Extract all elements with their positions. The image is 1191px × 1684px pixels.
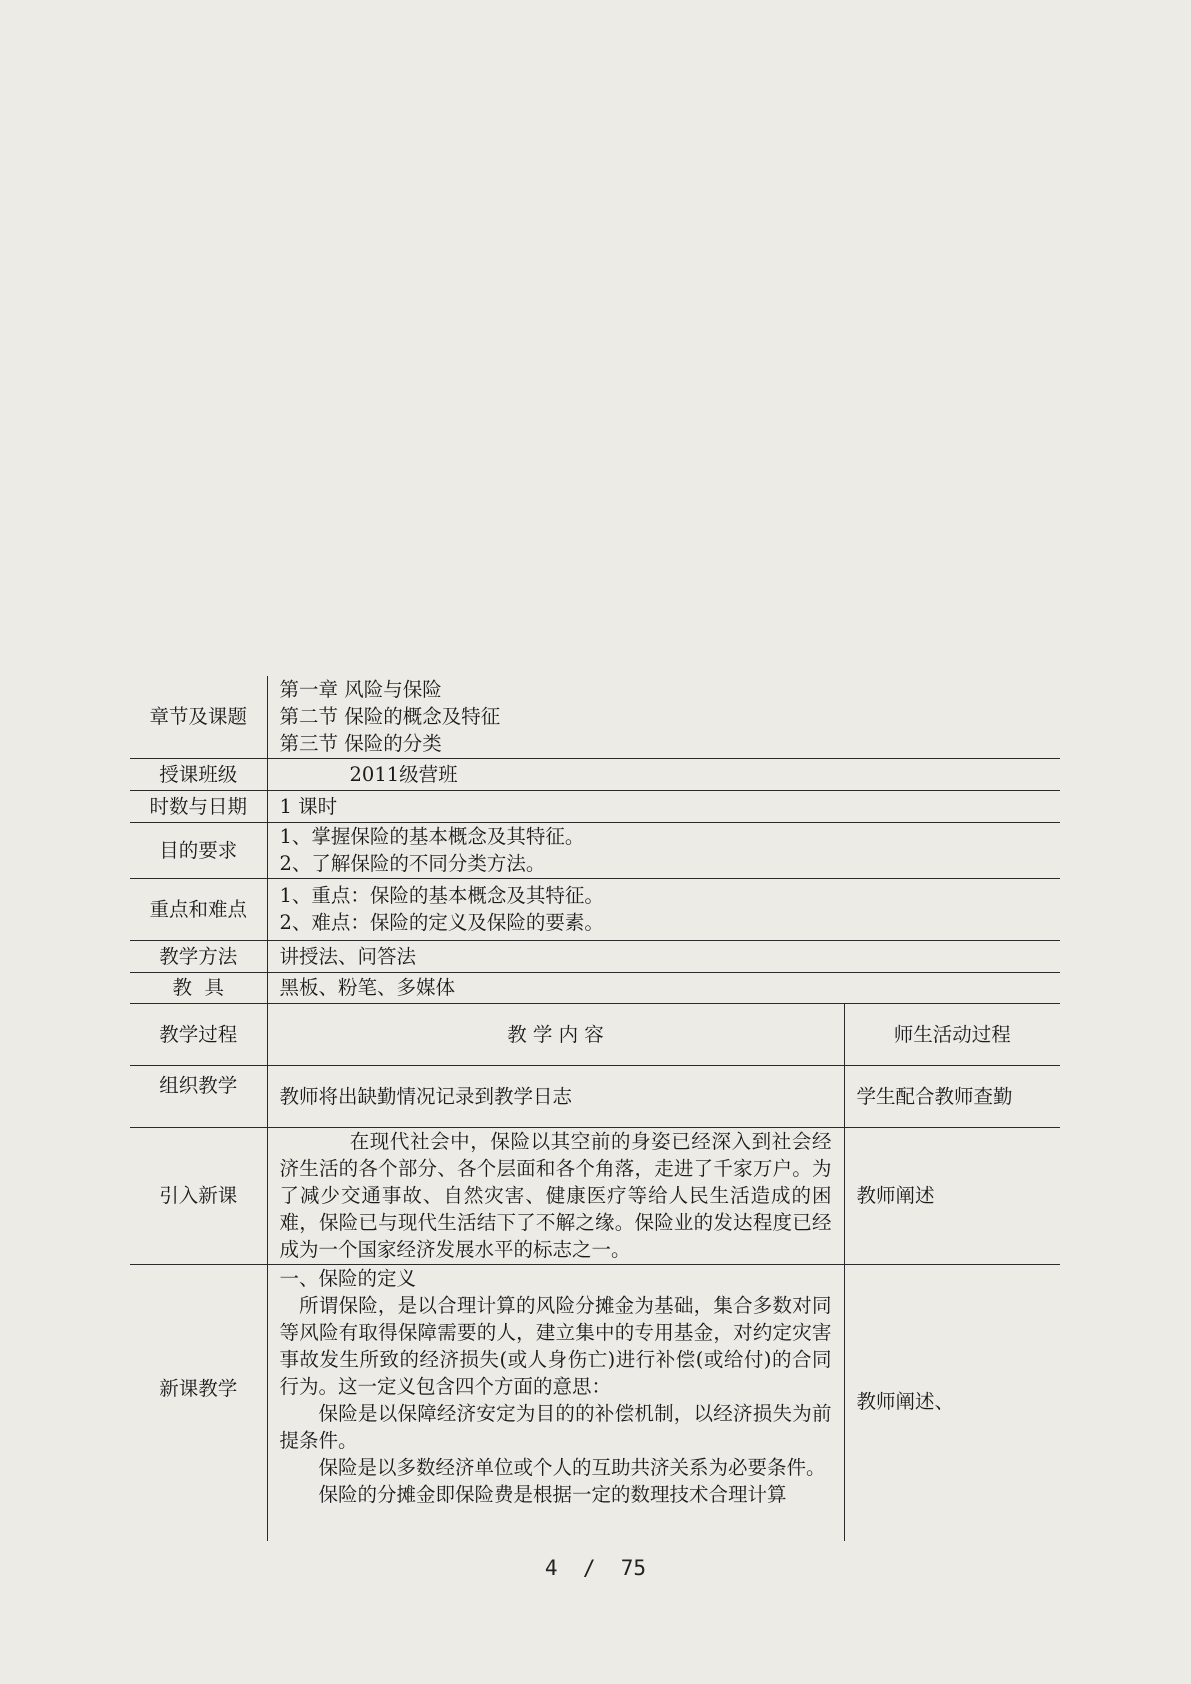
intro-content	[267, 1127, 844, 1264]
chapter-label: 章节及课题	[130, 676, 267, 758]
chapter-value	[267, 676, 1060, 758]
chapter-line: 第一章 风险与保险	[279, 678, 442, 702]
section-heading: 一、保险的定义	[279, 1266, 417, 1290]
organize-stage: 组织教学	[130, 1065, 267, 1127]
lesson-plan-sheet	[130, 676, 1060, 1541]
hours-value: 1 课时	[267, 790, 1060, 822]
organize-activity: 学生配合教师查勤	[844, 1065, 1060, 1127]
key-point-item: 1、重点：保险的基本概念及其特征。	[279, 884, 604, 907]
goal-item: 1、掌握保险的基本概念及其特征。	[279, 825, 585, 848]
lesson-plan-table	[130, 676, 1060, 1541]
hours-label: 时数与日期	[130, 790, 267, 822]
method-label: 教学方法	[130, 940, 267, 972]
tools-value: 黑板、粉笔、多媒体	[267, 972, 1060, 1003]
meaning-point: 保险的分摊金即保险费是根据一定的数理技术合理计算	[318, 1482, 787, 1506]
tools-label: 教 具	[130, 972, 267, 1003]
new-lesson-activity: 教师阐述、	[844, 1264, 1060, 1541]
new-lesson-stage: 新课教学	[130, 1264, 267, 1541]
goals-label: 目的要求	[130, 822, 267, 878]
method-row	[130, 940, 1060, 972]
method-value: 讲授法、问答法	[267, 940, 1060, 972]
class-label: 授课班级	[130, 758, 267, 790]
tools-row	[130, 972, 1060, 1003]
key-points-row	[130, 878, 1060, 940]
page-number-text: 4 / 75	[544, 1556, 647, 1580]
meaning-point: 保险是以多数经济单位或个人的互助共济关系为必要条件。	[318, 1455, 826, 1479]
intro-stage: 引入新课	[130, 1127, 267, 1264]
process-header-row	[130, 1003, 1060, 1065]
intro-activity: 教师阐述	[844, 1127, 1060, 1264]
section-line: 第三节 保险的分类	[279, 732, 442, 756]
organize-row	[130, 1065, 1060, 1127]
hours-row	[130, 790, 1060, 822]
class-row	[130, 758, 1060, 790]
stage-header: 教学过程	[130, 1003, 267, 1065]
goals-row	[130, 822, 1060, 878]
goal-item: 2、了解保险的不同分类方法。	[279, 852, 546, 875]
class-value: 2011级营班	[267, 758, 1060, 790]
section-line: 第二节 保险的概念及特征	[279, 705, 501, 729]
definition-paragraph: 所谓保险，是以合理计算的风险分摊金为基础，集合多数对同等风险有取得保障需要的人，建立集中的专用基金，对约定灾害事故发生所致的经济损失(或人身伤亡)进行补偿(或给付)的合同行为。这一定义包含四个方面的意思：	[279, 1293, 832, 1398]
key-points-value	[267, 878, 1060, 940]
meaning-point: 保险是以保障经济安定为目的的补偿机制，以经济损失为前提条件。	[279, 1401, 832, 1452]
goals-value	[267, 822, 1060, 878]
new-lesson-content	[267, 1264, 844, 1541]
chapter-row	[130, 676, 1060, 758]
organize-content: 教师将出缺勤情况记录到教学日志	[267, 1065, 844, 1127]
page-number	[0, 1556, 1191, 1580]
activity-header: 师生活动过程	[844, 1003, 1060, 1065]
intro-row	[130, 1127, 1060, 1264]
new-lesson-row	[130, 1264, 1060, 1541]
intro-paragraph: 在现代社会中，保险以其空前的身姿已经深入到社会经济生活的各个部分、各个层面和各个角落，走进了千家万户。为了减少交通事故、自然灾害、健康医疗等给人民生活造成的困难，保险已与现代生活结下了不解之缘。保险业的发达程度已经成为一个国家经济发展水平的标志之一。	[279, 1130, 832, 1261]
key-point-item: 2、难点：保险的定义及保险的要素。	[279, 911, 604, 934]
content-header: 教 学 内 容	[267, 1003, 844, 1065]
key-points-label: 重点和难点	[130, 878, 267, 940]
